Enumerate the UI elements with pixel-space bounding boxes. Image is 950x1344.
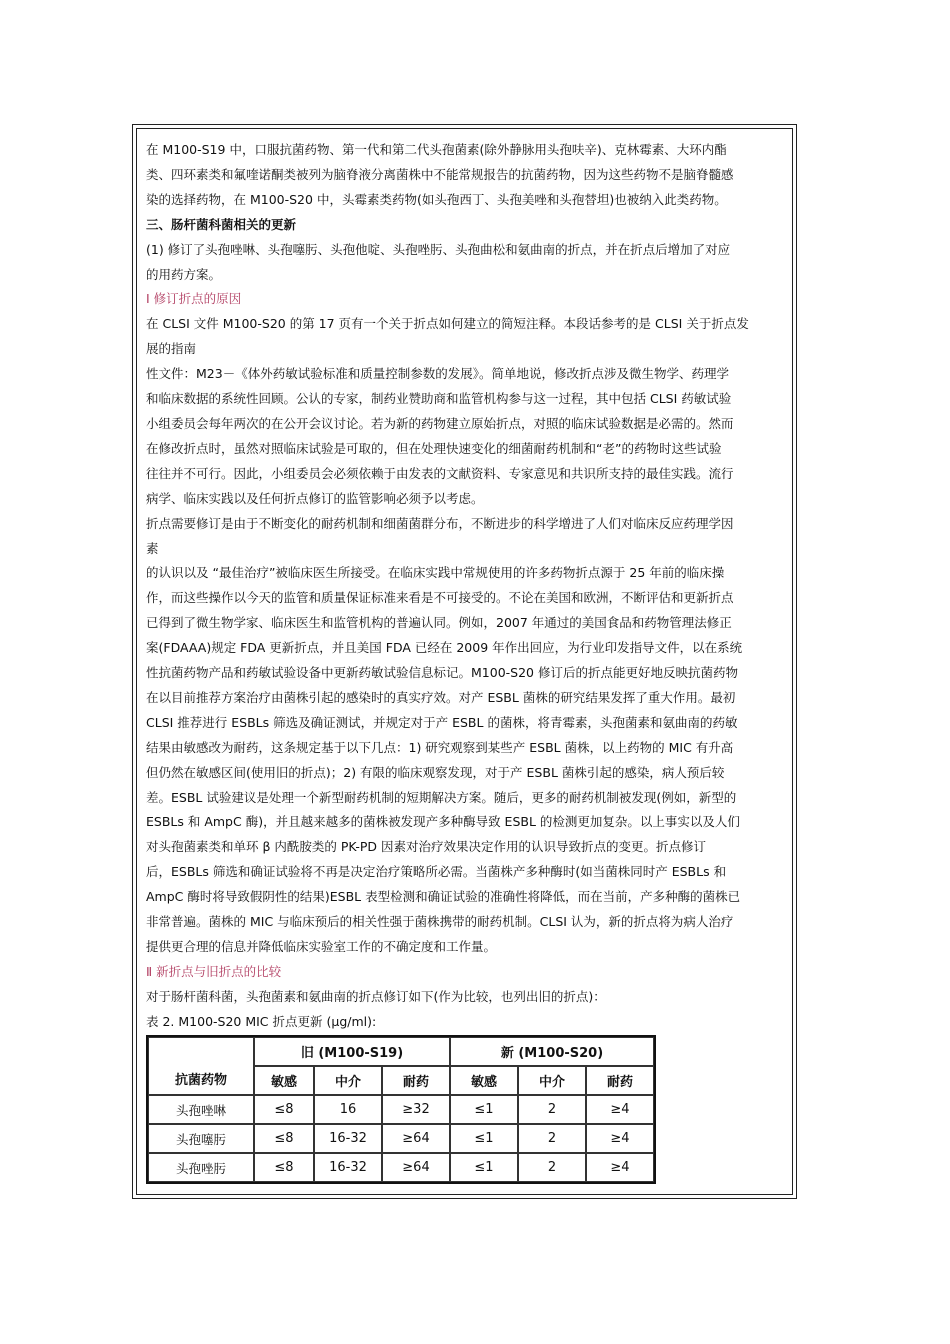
header-intermediate-new: 中介 [518, 1066, 586, 1095]
text-line: 对于肠杆菌科菌，头孢菌素和氨曲南的折点修订如下(作为比较，也列出旧的折点)： [146, 988, 606, 1004]
value-cell: 16-32 [314, 1153, 382, 1182]
value-cell: ≥4 [586, 1153, 654, 1182]
header-resistant-old: 耐药 [382, 1066, 450, 1095]
text-line: 性抗菌药物产品和药敏试验设备中更新药敏试验信息标记。M100-S20 修订后的折点能更好地反映抗菌药物 [146, 665, 738, 681]
paragraph-breakpoint-need [146, 512, 791, 960]
text-line: AmpC 酶时将导致假阴性的结果)ESBL 表型检测和确证试验的准确性将降低，而在当前，产多种酶的菌株已 [146, 889, 741, 905]
text-line: 在 CLSI 文件 M100-S20 的第 17 页有一个关于折点如何建立的简短注释。本段话参考的是 CLSI 关于折点发 [146, 316, 749, 332]
paragraph-csf-drugs [146, 138, 791, 213]
text-line: 但仍然在敏感区间(使用旧的折点)；2) 有限的临床观察发现，对于产 ESBL 菌株引起的感染，病人预后较 [146, 764, 725, 780]
text-line: ESBLs 和 AmpC 酶)，并且越来越多的菌株被发现产多种酶导致 ESBL 的检测更加复杂。以上事实以及人们 [146, 814, 740, 830]
value-cell: 16 [314, 1095, 382, 1124]
table-row [148, 1124, 654, 1153]
text-line: 往往并不可行。因此，小组委员会必须依赖于由发表的文献资料、专家意见和共识所支持的最佳实践。流行 [146, 465, 734, 481]
text-line: 病学、临床实践以及任何折点修订的监管影响必须予以考虑。 [146, 490, 484, 506]
header-old-group: 旧 (M100-S19) [254, 1037, 450, 1066]
text-line: 的用药方案。 [146, 266, 222, 282]
paragraph-table-intro [146, 985, 791, 1010]
paragraph-revision-reason [146, 312, 791, 511]
text-line: (1) 修订了头孢唑啉、头孢噻肟、头孢他啶、头孢唑肟、头孢曲松和氨曲南的折点，并在折点后增加了对应 [146, 241, 731, 257]
header-susceptible-new: 敏感 [450, 1066, 518, 1095]
value-cell: ≤8 [254, 1153, 314, 1182]
text-line: 素 [146, 540, 159, 556]
text-line: 和临床数据的系统性回顾。公认的专家，制药业赞助商和监管机构参与这一过程，其中包括 CLSI 药敏试验 [146, 391, 732, 407]
header-new-group: 新 (M100-S20) [450, 1037, 654, 1066]
table-row [148, 1095, 654, 1124]
text-line: 类、四环素类和氟喹诺酮类被列为脑脊液分离菌株中不能常规报告的抗菌药物，因为这些药物不是脑脊髓感 [146, 166, 734, 182]
value-cell: 2 [518, 1124, 586, 1153]
value-cell: 2 [518, 1153, 586, 1182]
drug-name-cell: 头孢唑肟 [148, 1153, 254, 1182]
value-cell: 16-32 [314, 1124, 382, 1153]
table-header-row [148, 1037, 654, 1066]
header-drug: 抗菌药物 [148, 1037, 254, 1095]
text-line: CLSI 推荐进行 ESBLs 筛选及确证测试，并规定对于产 ESBL 的菌株，将青霉素，头孢菌素和氨曲南的药敏 [146, 714, 738, 730]
mic-breakpoint-table [146, 1035, 656, 1184]
text-line: 对头孢菌素类和单环 β 内酰胺类的 PK-PD 因素对治疗效果决定作用的认识导致折点的变更。折点修订 [146, 839, 706, 855]
table-row [148, 1153, 654, 1182]
value-cell: 2 [518, 1095, 586, 1124]
text-line: 染的选择药物，在 M100-S20 中，头霉素类药物(如头孢西丁、头孢美唑和头孢替坦)也被纳入此类药物。 [146, 191, 727, 207]
value-cell: ≥32 [382, 1095, 450, 1124]
text-line: 后，ESBLs 筛选和确证试验将不再是决定治疗策略所必需。当菌株产多种酶时(如当菌株同时产 ESBLs 和 [146, 864, 727, 880]
header-intermediate-old: 中介 [314, 1066, 382, 1095]
text-line: 案(FDAAA)规定 FDA 更新折点，并且美国 FDA 已经在 2009 年作出回应，为行业印发指导文件，以在系统 [146, 640, 743, 656]
value-cell: ≤1 [450, 1124, 518, 1153]
text-line: 在以目前推荐方案治疗由菌株引起的感染时的真实疗效。对产 ESBL 菌株的研究结果发挥了重大作用。最初 [146, 689, 736, 705]
text-line: 在修改折点时，虽然对照临床试验是可取的，但在处理快速变化的细菌耐药机制和“老”的药物时这些试验 [146, 440, 722, 456]
value-cell: ≥4 [586, 1095, 654, 1124]
value-cell: ≤8 [254, 1095, 314, 1124]
text-line: 结果由敏感改为耐药，这条规定基于以下几点：1) 研究观察到某些产 ESBL 菌株，以上药物的 MIC 有升高 [146, 739, 734, 755]
section-heading: 三、肠杆菌科菌相关的更新 [146, 216, 297, 232]
header-resistant-new: 耐药 [586, 1066, 654, 1095]
value-cell: ≤8 [254, 1124, 314, 1153]
document-body [146, 138, 791, 1034]
text-line: 展的指南 [146, 341, 197, 357]
text-line: 在 M100-S19 中，口服抗菌药物、第一代和第二代头孢菌素(除外静脉用头孢呋辛)、克林霉素、大环内酯 [146, 142, 727, 157]
paragraph-revision-summary [146, 238, 791, 288]
text-line: 非常普遍。菌株的 MIC 与临床预后的相关性强于菌株携带的耐药机制。CLSI 认为，新的折点将为病人治疗 [146, 914, 734, 930]
value-cell: ≥4 [586, 1124, 654, 1153]
text-line: 作，而这些操作以今天的监管和质量保证标准来看是不可接受的。不论在美国和欧洲，不断评估和更新折点 [146, 590, 734, 606]
header-susceptible-old: 敏感 [254, 1066, 314, 1095]
drug-name-cell: 头孢唑啉 [148, 1095, 254, 1124]
subsection-heading: Ⅰ 修订折点的原因 [146, 291, 242, 307]
text-line: 提供更合理的信息并降低临床实验室工作的不确定度和工作量。 [146, 939, 497, 954]
value-cell: ≤1 [450, 1095, 518, 1124]
text-line: 小组委员会每年两次的在公开会议讨论。若为新的药物建立原始折点，对照的临床试验数据是必需的。然而 [146, 415, 734, 431]
text-line: 已得到了微生物学家、临床医生和监管机构的普遍认同。例如，2007 年通过的美国食品和药物管理法修正 [146, 615, 732, 631]
text-line: 差。ESBL 试验建议是处理一个新型耐药机制的短期解决方案。随后，更多的耐药机制被发现(例如，新型的 [146, 789, 737, 805]
text-line: 的认识以及 “最佳治疗”被临床医生所接受。在临床实践中常规使用的许多药物折点源于 25 年前的临床操 [146, 565, 725, 581]
text-line: 性文件：M23－《体外药敏试验标准和质量控制参数的发展》。简单地说，修改折点涉及微生物学、药理学 [146, 366, 729, 382]
subsection-heading: Ⅱ 新折点与旧折点的比较 [146, 963, 282, 979]
value-cell: ≥64 [382, 1153, 450, 1182]
value-cell: ≤1 [450, 1153, 518, 1182]
text-line: 折点需要修订是由于不断变化的耐药机制和细菌菌群分布，不断进步的科学增进了人们对临床反应药理学因 [146, 515, 734, 531]
value-cell: ≥64 [382, 1124, 450, 1153]
drug-name-cell: 头孢噻肟 [148, 1124, 254, 1153]
table-caption: 表 2. M100-S20 MIC 折点更新 (μg/ml): [146, 1013, 377, 1029]
